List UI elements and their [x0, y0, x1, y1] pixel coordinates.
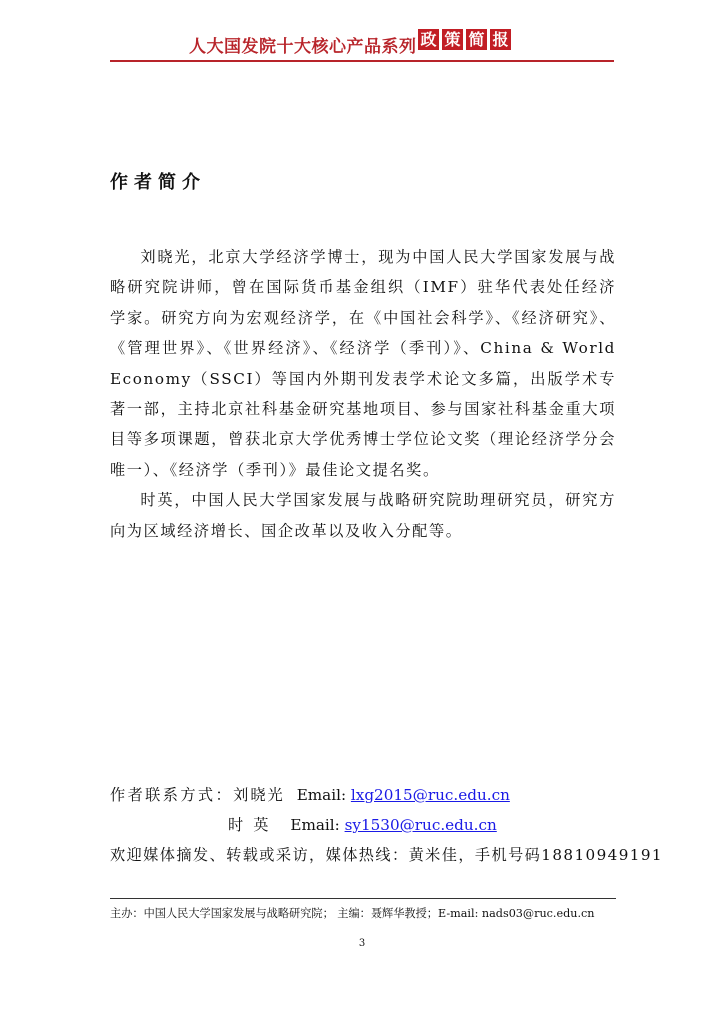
- footer-info: 主办：中国人民大学国家发展与战略研究院； 主编：聂辉华教授；E-mail: nads03@ruc.edu.cn: [110, 907, 595, 920]
- contact-label: 作者联系方式：: [110, 786, 234, 804]
- footer-divider: [110, 898, 616, 899]
- contact-name: 刘晓光: [233, 786, 285, 804]
- header-badge-char: 报: [490, 29, 511, 50]
- header-badge-char: 简: [466, 29, 487, 50]
- author-bio: [110, 242, 616, 546]
- header-divider: [110, 60, 614, 62]
- email-label: Email:: [290, 816, 345, 834]
- header-badge-char: 政: [418, 29, 439, 50]
- bio-paragraph: 时英，中国人民大学国家发展与战略研究院助理研究员，研究方向为区域经济增长、国企改革以及收入分配等。: [110, 491, 616, 540]
- email-label: Email:: [296, 786, 351, 804]
- email-link[interactable]: lxg2015@ruc.edu.cn: [350, 786, 510, 804]
- contact-name: 时英: [228, 816, 279, 834]
- header-title: 人大国发院十大核心产品系列: [189, 37, 417, 57]
- section-heading: 作者简介: [110, 172, 206, 193]
- bio-paragraph: 刘晓光，北京大学经济学博士，现为中国人民大学国家发展与战略研究院讲师，曾在国际货币基金组织（IMF）驻华代表处任经济学家。研究方向为宏观经济学，在《中国社会科学》、《经济研究》、《管理世界》、《世界经济》、《经济学（季刊）》、China & World Economy（SSCI）等国内外期刊发表学术论文多篇，出版学术专著一部，主持北京社科基金研究基地项目、参与国家社科基金重大项目等多项课题，曾获北京大学优秀博士学位论文奖（理论经济学分会唯一）、《经济学（季刊）》最佳论文提名奖。: [110, 248, 616, 479]
- header-badge-group: [418, 29, 511, 50]
- media-hotline: 欢迎媒体摘发、转载或采访，媒体热线：黄米佳，手机号码18810949191: [110, 846, 663, 864]
- header-badge-char: 策: [442, 29, 463, 50]
- page-header: [0, 26, 724, 56]
- page-number: 3: [358, 938, 366, 949]
- email-link[interactable]: sy1530@ruc.edu.cn: [344, 816, 497, 834]
- contact-row: [110, 810, 620, 840]
- contact-block: [110, 780, 663, 870]
- contact-row: [110, 780, 620, 810]
